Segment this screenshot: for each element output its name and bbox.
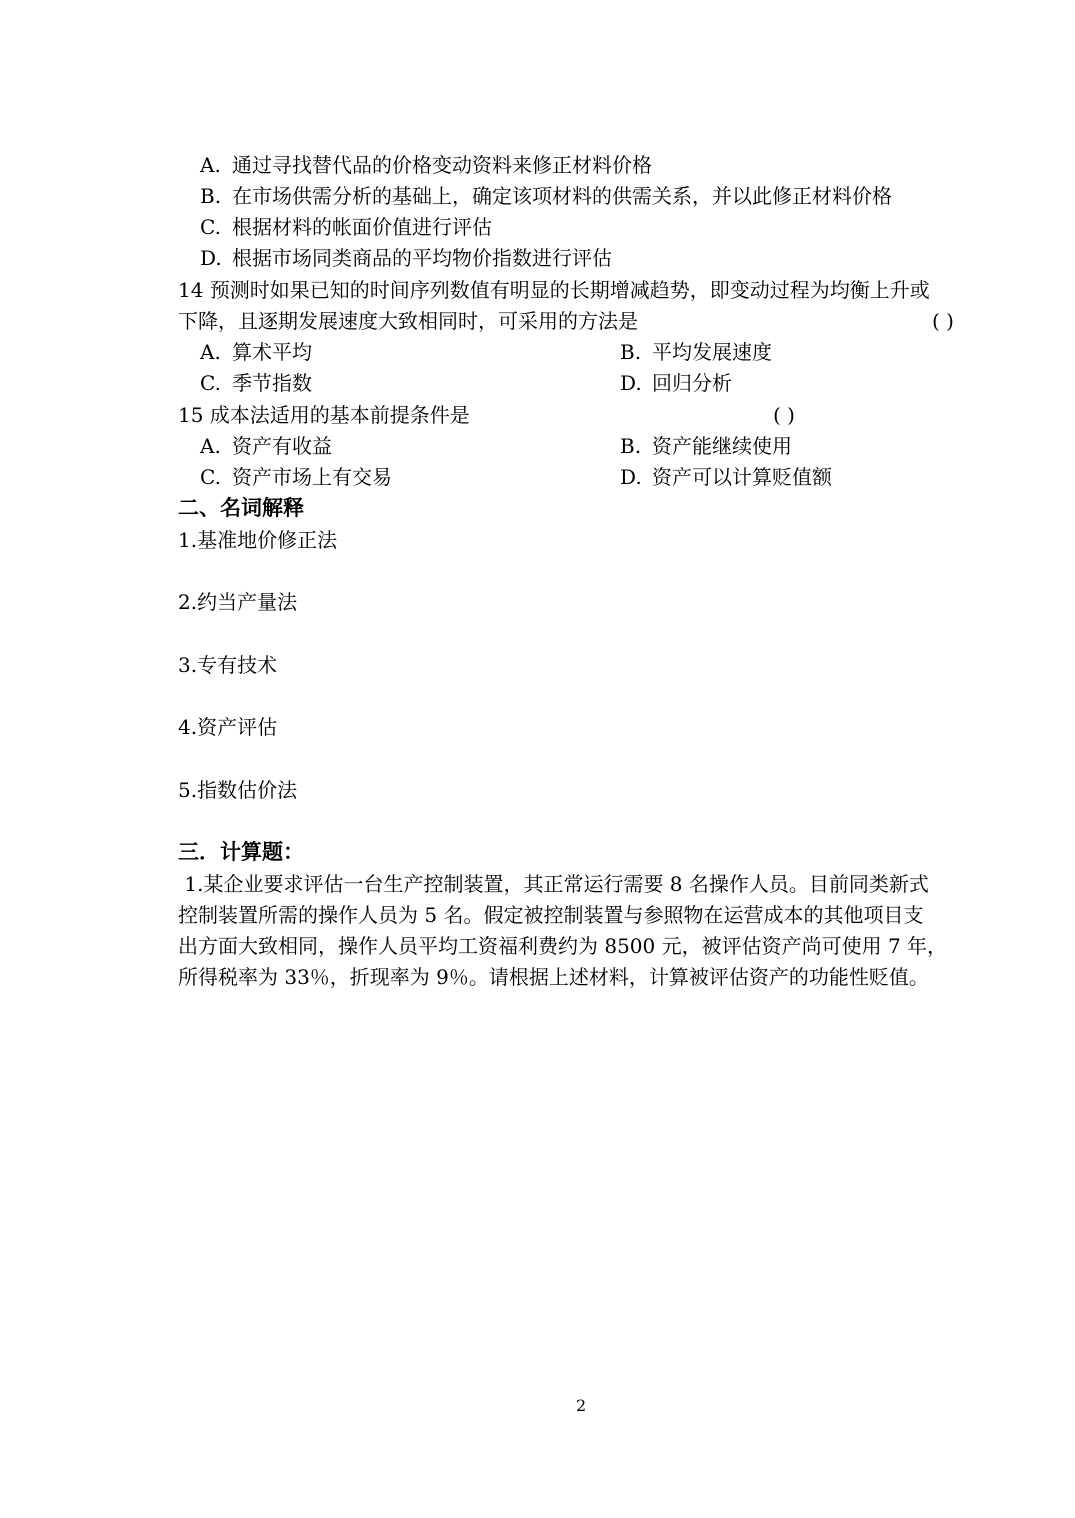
option-label: A. xyxy=(200,434,221,458)
q14-option-d xyxy=(620,370,732,396)
option-label: B. xyxy=(200,184,222,208)
q15-answer-blank: ( ) xyxy=(773,403,795,427)
q14-stem-line1: 14 预测时如果已知的时间序列数值有明显的长期增减趋势，即变动过程为均衡上升或 xyxy=(178,278,930,302)
q14-answer-blank: ( ) xyxy=(932,309,954,333)
problem-line: 控制装置所需的操作人员为 5 名。假定被控制装置与参照物在运营成本的其他项目支 xyxy=(178,903,924,927)
q13-option-c xyxy=(200,214,492,240)
option-label: D. xyxy=(620,371,642,395)
problem-line: 1.某企业要求评估一台生产控制装置，其正常运行需要 8 名操作人员。目前同类新式 xyxy=(178,872,929,896)
q14-option-c xyxy=(200,370,312,396)
q15-option-a xyxy=(200,433,332,459)
option-label: A. xyxy=(200,153,221,177)
option-label: C. xyxy=(200,215,221,239)
option-text: 季节指数 xyxy=(232,371,312,395)
option-text: 根据市场同类商品的平均物价指数进行评估 xyxy=(232,246,612,270)
problem-line: 出方面大致相同，操作人员平均工资福利费约为 8500 元，被评估资产尚可使用 7 年， xyxy=(178,934,948,958)
q14-option-b xyxy=(620,339,772,365)
term-item: 4.资产评估 xyxy=(178,715,278,739)
q15-option-b xyxy=(620,433,792,459)
option-label: D. xyxy=(200,246,222,270)
option-label: A. xyxy=(200,340,221,364)
option-label: B. xyxy=(620,434,642,458)
page-number: 2 xyxy=(576,1396,587,1415)
option-label: C. xyxy=(200,465,221,489)
option-text: 平均发展速度 xyxy=(652,340,772,364)
problem-line: 所得税率为 33％，折现率为 9％。请根据上述材料，计算被评估资产的功能性贬值。 xyxy=(178,965,929,989)
option-text: 根据材料的帐面价值进行评估 xyxy=(232,215,492,239)
option-text: 通过寻找替代品的价格变动资料来修正材料价格 xyxy=(232,153,652,177)
q14-stem-line2: 下降，且逐期发展速度大致相同时，可采用的方法是 xyxy=(178,309,638,333)
option-text: 资产能继续使用 xyxy=(652,434,792,458)
q13-option-b xyxy=(200,183,892,209)
q15-stem: 15 成本法适用的基本前提条件是 xyxy=(178,403,470,427)
section2-heading: 二、名词解释 xyxy=(178,496,304,520)
option-text: 资产市场上有交易 xyxy=(232,465,392,489)
q15-option-c xyxy=(200,464,392,490)
option-label: C. xyxy=(200,371,221,395)
q14-option-a xyxy=(200,339,312,365)
q13-option-a xyxy=(200,152,652,178)
term-item: 2.约当产量法 xyxy=(178,590,298,614)
section3-heading: 三．计算题： xyxy=(178,840,304,864)
q13-option-d xyxy=(200,245,612,271)
term-item: 5.指数估价法 xyxy=(178,778,298,802)
q15-option-d xyxy=(620,464,832,490)
term-item: 3.专有技术 xyxy=(178,653,278,677)
option-label: D. xyxy=(620,465,642,489)
option-label: B. xyxy=(620,340,642,364)
option-text: 资产有收益 xyxy=(232,434,332,458)
option-text: 资产可以计算贬值额 xyxy=(652,465,832,489)
term-item: 1.基准地价修正法 xyxy=(178,528,338,552)
option-text: 算术平均 xyxy=(232,340,312,364)
option-text: 回归分析 xyxy=(652,371,732,395)
option-text: 在市场供需分析的基础上，确定该项材料的供需关系，并以此修正材料价格 xyxy=(232,184,892,208)
